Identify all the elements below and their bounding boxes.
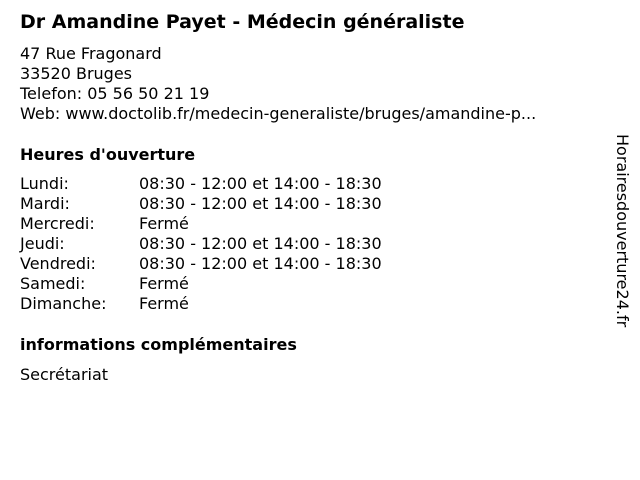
- site-watermark: Horairesdouverture24.fr: [613, 134, 632, 328]
- opening-hours-heading: Heures d'ouverture: [20, 145, 196, 164]
- day-label: Lundi:: [20, 174, 69, 193]
- phone-number: Telefon: 05 56 50 21 19: [20, 84, 210, 103]
- hours-row-saturday: [20, 274, 382, 294]
- hours-value: Fermé: [139, 274, 189, 293]
- hours-row-thursday: [20, 234, 382, 254]
- day-label: Dimanche:: [20, 294, 107, 313]
- address-street: 47 Rue Fragonard: [20, 44, 162, 63]
- day-label: Mercredi:: [20, 214, 95, 233]
- hours-row-wednesday: [20, 214, 382, 234]
- hours-row-sunday: [20, 294, 382, 314]
- additional-info-text: Secrétariat: [20, 365, 109, 384]
- hours-row-friday: [20, 254, 382, 274]
- hours-value: 08:30 - 12:00 et 14:00 - 18:30: [139, 194, 382, 213]
- hours-value: Fermé: [139, 214, 189, 233]
- day-label: Mardi:: [20, 194, 70, 213]
- hours-value: Fermé: [139, 294, 189, 313]
- hours-value: 08:30 - 12:00 et 14:00 - 18:30: [139, 174, 382, 193]
- hours-value: 08:30 - 12:00 et 14:00 - 18:30: [139, 254, 382, 273]
- hours-row-tuesday: [20, 194, 382, 214]
- day-label: Vendredi:: [20, 254, 96, 273]
- day-label: Jeudi:: [20, 234, 65, 253]
- website-url: Web: www.doctolib.fr/medecin-generaliste/bruges/amandine-p...: [20, 104, 537, 123]
- hours-row-monday: [20, 174, 382, 194]
- additional-info-heading: informations complémentaires: [20, 335, 297, 354]
- day-label: Samedi:: [20, 274, 86, 293]
- opening-hours-table: [20, 174, 382, 314]
- address-block: [20, 44, 536, 124]
- hours-value: 08:30 - 12:00 et 14:00 - 18:30: [139, 234, 382, 253]
- address-city: 33520 Bruges: [20, 64, 133, 83]
- page-title: Dr Amandine Payet - Médecin généraliste: [20, 11, 465, 33]
